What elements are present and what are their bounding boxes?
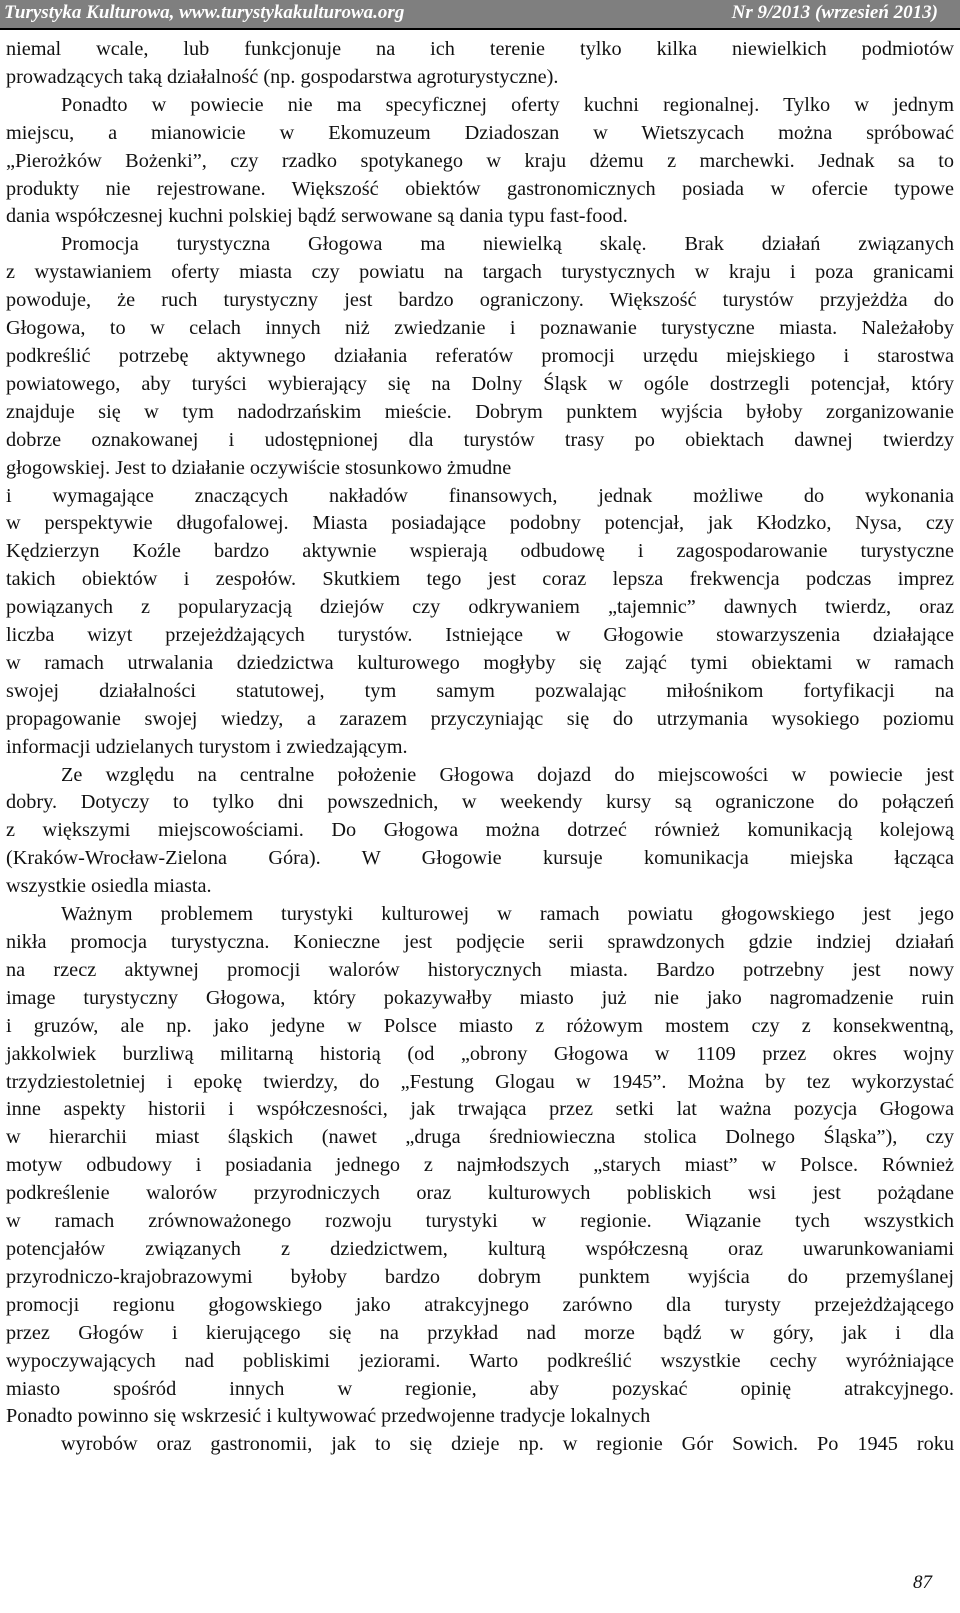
text-line: produkty nie rejestrowane. Większość obiektów gastronomicznych posiada w ofercie typowe [6, 177, 954, 200]
text-line: Ze względu na centralne położenie Głogowa dojazd do miejscowości w powiecie jest [61, 763, 954, 786]
text-line: w hierarchii miast śląskich (nawet „druga średniowieczna stolica Dolnego Śląska”), czy [6, 1126, 954, 1149]
text-line: dania współczesnej kuchni polskiej bądź serwowane są dania typu fast-food. [6, 205, 628, 228]
article-body [6, 36, 954, 1459]
text-line: promocji regionu głogowskiego jako atrakcyjnego zarówno dla turysty przejeżdżającego [6, 1293, 954, 1316]
text-line: wszystkie osiedla miasta. [6, 875, 212, 898]
text-line: z większymi miejscowościami. Do Głogowa można dotrzeć również komunikacją kolejową [6, 819, 954, 842]
text-line: wyrobów oraz gastronomii, jak to się dzieje np. w regionie Gór Sowich. Po 1945 roku [61, 1433, 954, 1456]
text-line: przyrodniczo-krajobrazowymi byłoby bardzo dobrym punktem wyjścia do przemyślanej [6, 1265, 954, 1288]
text-line: niemal wcale, lub funkcjonuje na ich terenie tylko kilka niewielkich podmiotów [6, 38, 954, 60]
text-line: w perspektywie długofalowej. Miasta posiadające podobny potencjał, jak Kłodzko, Nysa, czy [6, 512, 954, 535]
page-number: 87 [913, 1572, 932, 1593]
text-line: Ponadto powinno się wskrzesić i kultywować przedwojenne tradycje lokalnych [6, 1405, 651, 1428]
text-line: Promocja turystyczna Głogowa ma niewielką skalę. Brak działań związanych [61, 233, 954, 256]
text-line: wypoczywających nad pobliskimi jeziorami. Warto podkreślić wszystkie cechy wyróżniające [6, 1349, 954, 1372]
text-line: dobry. Dotyczy to tylko dni powszednich, w weekendy kursy są ograniczone do połączeń [6, 791, 954, 814]
text-line: takich obiektów i zespołów. Skutkiem tego jest coraz lepsza frekwencja podczas imprez [6, 568, 954, 591]
text-line: na rzecz aktywnej promocji walorów historycznych miasta. Bardzo potrzebny jest nowy [6, 958, 954, 981]
text-line: propagowanie swojej wiedzy, a zarazem przyczyniając się do utrzymania wysokiego poziomu [6, 707, 954, 730]
text-line: inne aspekty historii i współczesności, jak trwająca przez setki lat ważna pozycja Głogowa [6, 1098, 954, 1121]
issue-label: Nr 9/2013 (wrzesień 2013) [731, 2, 938, 23]
text-line: Kędzierzyn Koźle bardzo aktywnie wspierają odbudowę i zagospodarowanie turystyczne [6, 540, 954, 563]
text-line: Ponadto w powiecie nie ma specyficznej oferty kuchni regionalnej. Tylko w jednym [61, 93, 954, 116]
text-line: znajduje się w tym nadodrzańskim mieście. Dobrym punktem wyjścia byłoby zorganizowanie [6, 400, 954, 423]
text-line: w ramach utrwalania dziedzictwa kulturowego mogłyby się zająć tymi obiektami w ramach [6, 651, 954, 674]
text-line: trzydziestoletniej i epokę twierdzy, do „Festung Glogau w 1945”. Można by tez wykorzystać [6, 1070, 954, 1093]
text-line: Ważnym problemem turystyki kulturowej w ramach powiatu głogowskiego jest jego [61, 903, 954, 926]
text-line: głogowskiej. Jest to działanie oczywiście stosunkowo żmudne [6, 456, 512, 479]
text-line: Głogowa, to w celach innych niż zwiedzanie i poznawanie turystyczne miasta. Należałoby [6, 317, 954, 340]
text-line: powiązanych z popularyzacją dziejów czy odkrywaniem „tajemnic” dawnych twierdz, oraz [6, 596, 954, 619]
text-line: powoduje, że ruch turystyczny jest bardzo ograniczony. Większość turystów przyjeżdża do [6, 289, 954, 312]
text-line: miejscu, a mianowicie w Ekomuzeum Dziadoszan w Wietszycach można spróbować [6, 121, 954, 144]
running-header [0, 0, 960, 30]
text-line: image turystyczny Głogowa, który pokazywałby miasto już nie jako nagromadzenie ruin [6, 986, 954, 1009]
text-line: miasto spośród innych w regionie, aby pozyskać opinię atrakcyjnego. [6, 1377, 954, 1400]
text-line: liczba wizyt przejeżdżających turystów. Istniejące w Głogowie stowarzyszenia działające [6, 624, 954, 647]
text-line: swojej działalności statutowej, tym samym pozwalając miłośnikom fortyfikacji na [6, 679, 954, 702]
text-line: nikła promocja turystyczna. Konieczne jest podjęcie serii sprawdzonych gdzie indziej działań [6, 931, 954, 953]
text-line: z wystawianiem oferty miasta czy powiatu na targach turystycznych w kraju i poza granicami [6, 261, 954, 284]
text-line: prowadzących taką działalność (np. gospodarstwa agroturystyczne). [6, 65, 559, 88]
text-line: powiatowego, aby turyści wybierający się na Dolny Śląsk w ogóle dostrzegli potencjał, który [6, 372, 954, 395]
text-line: dobrze oznakowanej i udostępnionej dla turystów trasy po obiektach dawnej twierdzy [6, 428, 954, 451]
text-line: przez Głogów i kierującego się na przykład nad morze bądź w góry, jak i dla [6, 1321, 954, 1344]
text-line: jakkolwiek burzliwą militarną historią (od „obrony Głogowa w 1109 przez okres wojny [6, 1042, 954, 1065]
text-line: i gruzów, ale np. jako jedyne w Polsce miasto z różowym mostem czy z konsekwentną, [6, 1014, 954, 1037]
text-line: w ramach zrównoważonego rozwoju turystyki w regionie. Wiązanie tych wszystkich [6, 1210, 954, 1233]
text-line: „Pierożków Bożenki”, czy rzadko spotykanego w kraju dżemu z marchewki. Jednak sa to [6, 149, 954, 172]
text-line: (Kraków-Wrocław-Zielona Góra). W Głogowie kursuje komunikacja miejska łącząca [6, 847, 954, 870]
text-line: podkreślenie walorów przyrodniczych oraz kulturowych pobliskich wsi jest pożądane [6, 1182, 954, 1205]
text-line: i wymagające znaczących nakładów finansowych, jednak możliwe do wykonania [6, 484, 954, 507]
text-line: motyw odbudowy i posiadania jednego z najmłodszych „starych miast” w Polsce. Również [6, 1154, 954, 1177]
journal-title: Turystyka Kulturowa, www.turystykakulturowa.org [4, 2, 405, 23]
text-line: podkreślić potrzebę aktywnego działania referatów promocji urzędu miejskiego i starostwa [6, 344, 954, 367]
text-line: potencjałów związanych z dziedzictwem, kulturą współczesną oraz uwarunkowaniami [6, 1237, 954, 1260]
text-line: informacji udzielanych turystom i zwiedzającym. [6, 735, 408, 758]
